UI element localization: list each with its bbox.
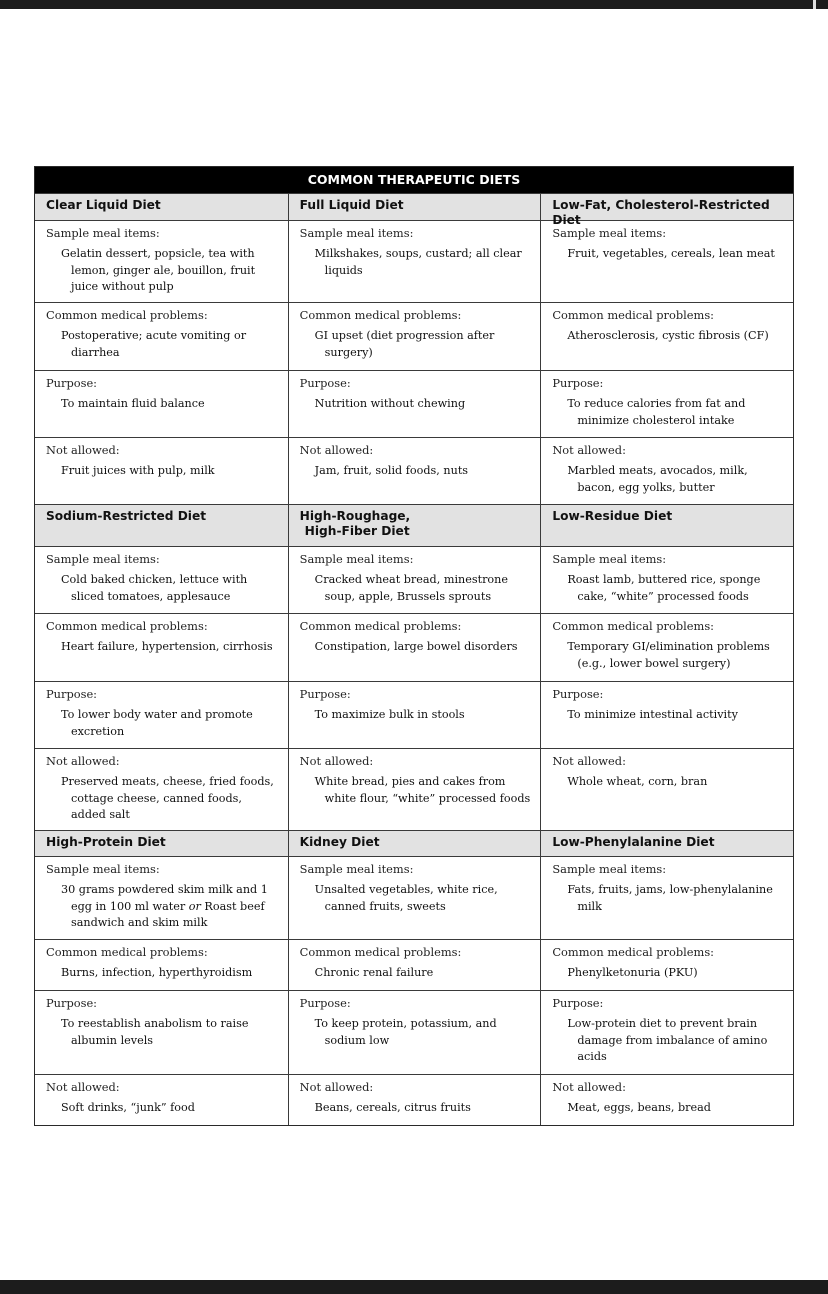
sample-label: Sample meal items:: [299, 862, 414, 876]
sample-label: Sample meal items:: [46, 226, 160, 240]
table-cell: [540, 614, 793, 681]
table-title: COMMON THERAPEUTIC DIETS: [35, 167, 793, 193]
problems-row: [35, 939, 793, 990]
purpose-row: [35, 370, 793, 437]
problems-value: Heart failure, hypertension, cirrhosis: [61, 640, 273, 653]
table-cell: [288, 857, 541, 939]
purpose-label: Purpose:: [552, 687, 604, 701]
not-allowed-value: Fruit juices with pulp, milk: [61, 464, 215, 477]
purpose-value: To reestablish anabolism to raise albumin levels: [61, 1017, 249, 1047]
diet-name: High-Protein Diet: [46, 835, 166, 849]
purpose-value: To maximize bulk in stools: [314, 708, 465, 721]
table-cell: [540, 303, 793, 370]
diet-name: Low-Phenylalanine Diet: [540, 831, 793, 856]
problems-label: Common medical problems:: [552, 308, 714, 322]
not-allowed-label: Not allowed:: [46, 443, 120, 457]
not-allowed-label: Not allowed:: [552, 754, 626, 768]
not-allowed-label: Not allowed:: [299, 754, 374, 768]
purpose-value: To reduce calories from fat and minimize cholesterol intake: [567, 397, 746, 427]
purpose-value: To minimize intestinal activity: [567, 708, 738, 721]
sample-value: Cracked wheat bread, minestrone soup, apple, Brussels sprouts: [314, 573, 508, 603]
table-cell: [540, 221, 793, 302]
sample-label: Sample meal items:: [299, 552, 414, 566]
sample-label: Sample meal items:: [552, 552, 667, 566]
table-cell: [540, 438, 793, 504]
table-cell: [35, 303, 288, 370]
purpose-value: Nutrition without chewing: [314, 397, 466, 410]
sample-label: Sample meal items:: [552, 862, 667, 876]
therapeutic-diets-table: [34, 166, 794, 1126]
problems-value: Chronic renal failure: [314, 966, 434, 979]
purpose-row: [35, 681, 793, 748]
top-bar: [0, 0, 828, 9]
problems-value: Constipation, large bowel disorders: [314, 640, 518, 653]
table-cell: [540, 682, 793, 748]
not-allowed-label: Not allowed:: [552, 443, 626, 457]
table-cell: [288, 682, 541, 748]
table-cell: [288, 438, 541, 504]
sample-row: [35, 220, 793, 302]
sample-value: Cold baked chicken, lettuce with sliced tomatoes, applesauce: [61, 573, 248, 603]
sample-label: Sample meal items:: [46, 552, 160, 566]
sample-value: 30 grams powdered skim milk and 1 egg in 100 ml water or Roast beef sandwich and skim milk: [61, 883, 268, 929]
table-cell: [35, 749, 288, 830]
table-cell: [288, 1075, 541, 1125]
purpose-label: Purpose:: [552, 376, 604, 390]
purpose-label: Purpose:: [299, 376, 351, 390]
problems-label: Common medical problems:: [46, 945, 208, 959]
purpose-label: Purpose:: [46, 996, 98, 1010]
table-cell: [35, 682, 288, 748]
problems-value: Burns, infection, hyperthyroidism: [61, 966, 253, 979]
not-allowed-value: Beans, cereals, citrus fruits: [314, 1101, 471, 1114]
purpose-label: Purpose:: [46, 376, 98, 390]
purpose-label: Purpose:: [552, 996, 604, 1010]
sample-label: Sample meal items:: [299, 226, 414, 240]
not-allowed-value: White bread, pies and cakes from white flour, “white” processed foods: [314, 775, 531, 805]
table-cell: [35, 1075, 288, 1125]
purpose-value: To maintain fluid balance: [61, 397, 205, 410]
table-cell: [35, 438, 288, 504]
problems-label: Common medical problems:: [299, 619, 462, 633]
diet-header-row: [35, 830, 793, 856]
table-cell: [540, 991, 793, 1074]
table-cell: [35, 614, 288, 681]
problems-label: Common medical problems:: [552, 945, 714, 959]
sample-value: Roast lamb, buttered rice, sponge cake, “white” processed foods: [567, 573, 761, 603]
table-cell: [288, 940, 541, 990]
table-cell: [35, 371, 288, 437]
purpose-value: To lower body water and promote excretion: [61, 708, 253, 738]
purpose-row: [35, 990, 793, 1074]
diet-name: Full Liquid Diet: [288, 194, 541, 220]
purpose-value: To keep protein, potassium, and sodium low: [314, 1017, 497, 1047]
table-cell: [35, 857, 288, 939]
problems-value: Postoperative; acute vomiting or diarrhea: [61, 329, 247, 359]
sample-emphasis: or: [188, 899, 201, 913]
problems-value: GI upset (diet progression after surgery): [314, 329, 495, 359]
table-cell: [35, 991, 288, 1074]
bottom-bar: [0, 1280, 828, 1294]
diet-name: High-Roughage, High-Fiber Diet: [288, 505, 541, 546]
table-cell: [288, 303, 541, 370]
purpose-label: Purpose:: [46, 687, 98, 701]
table-cell: [35, 940, 288, 990]
problems-label: Common medical problems:: [552, 619, 714, 633]
table-cell: [288, 371, 541, 437]
sample-label: Sample meal items:: [46, 862, 160, 876]
table-cell: [288, 991, 541, 1074]
not-allowed-value: Marbled meats, avocados, milk, bacon, egg yolks, butter: [567, 464, 748, 494]
sample-value: Fats, fruits, jams, low-phenylalanine milk: [567, 883, 773, 913]
sample-value: Fruit, vegetables, cereals, lean meat: [567, 247, 775, 260]
problems-value: Atherosclerosis, cystic fibrosis (CF): [567, 329, 769, 342]
problems-value: Temporary GI/elimination problems (e.g., lower bowel surgery): [567, 640, 770, 670]
table-cell: [288, 614, 541, 681]
sample-row: [35, 546, 793, 613]
problems-label: Common medical problems:: [46, 308, 208, 322]
problems-row: [35, 613, 793, 681]
sample-label: Sample meal items:: [552, 226, 667, 240]
not-allowed-label: Not allowed:: [299, 1080, 374, 1094]
purpose-label: Purpose:: [299, 687, 351, 701]
table-cell: [540, 1075, 793, 1125]
table-cell: [35, 547, 288, 613]
sample-value: Gelatin dessert, popsicle, tea with lemon, ginger ale, bouillon, fruit juice without pulp: [61, 247, 256, 293]
table-cell: [540, 857, 793, 939]
sample-value: Milkshakes, soups, custard; all clear liquids: [314, 247, 522, 277]
not-allowed-label: Not allowed:: [552, 1080, 626, 1094]
table-cell: [35, 221, 288, 302]
diet-name: Low-Residue Diet: [540, 505, 793, 546]
problems-label: Common medical problems:: [299, 945, 462, 959]
table-cell: [540, 547, 793, 613]
table-cell: [540, 749, 793, 830]
table-cell: [540, 940, 793, 990]
top-bar-mark: [813, 0, 816, 9]
not-allowed-value: Meat, eggs, beans, bread: [567, 1101, 711, 1114]
problems-label: Common medical problems:: [299, 308, 462, 322]
diet-name: Sodium-Restricted Diet: [46, 509, 207, 523]
not-allowed-value: Soft drinks, “junk” food: [61, 1101, 195, 1114]
problems-label: Common medical problems:: [46, 619, 208, 633]
diet-name: Clear Liquid Diet: [46, 198, 161, 212]
sample-row: [35, 856, 793, 939]
problems-value: Phenylketonuria (PKU): [567, 966, 698, 979]
table-cell: [288, 547, 541, 613]
not-allowed-row: [35, 748, 793, 830]
not-allowed-row: [35, 1074, 793, 1125]
diet-header-row: [35, 193, 793, 227]
not-allowed-value: Jam, fruit, solid foods, nuts: [314, 464, 469, 477]
sample-value: Unsalted vegetables, white rice, canned fruits, sweets: [314, 883, 498, 913]
not-allowed-value: Preserved meats, cheese, fried foods, cottage cheese, canned foods, added salt: [61, 775, 274, 821]
not-allowed-label: Not allowed:: [299, 443, 374, 457]
diet-name-line2: High-Fiber Diet: [304, 524, 410, 538]
purpose-label: Purpose:: [299, 996, 351, 1010]
table-cell: [288, 749, 541, 830]
not-allowed-row: [35, 437, 793, 504]
diet-name: Low-Fat, Cholesterol-Restricted Diet: [540, 194, 793, 220]
diet-name: Kidney Diet: [288, 831, 541, 856]
purpose-value: Low-protein diet to prevent brain damage from imbalance of amino acids: [567, 1017, 768, 1063]
table-cell: [288, 221, 541, 302]
not-allowed-value: Whole wheat, corn, bran: [567, 775, 708, 788]
not-allowed-label: Not allowed:: [46, 1080, 120, 1094]
problems-row: [35, 302, 793, 370]
table-cell: [540, 371, 793, 437]
diet-header-row: [35, 504, 793, 546]
not-allowed-label: Not allowed:: [46, 754, 120, 768]
